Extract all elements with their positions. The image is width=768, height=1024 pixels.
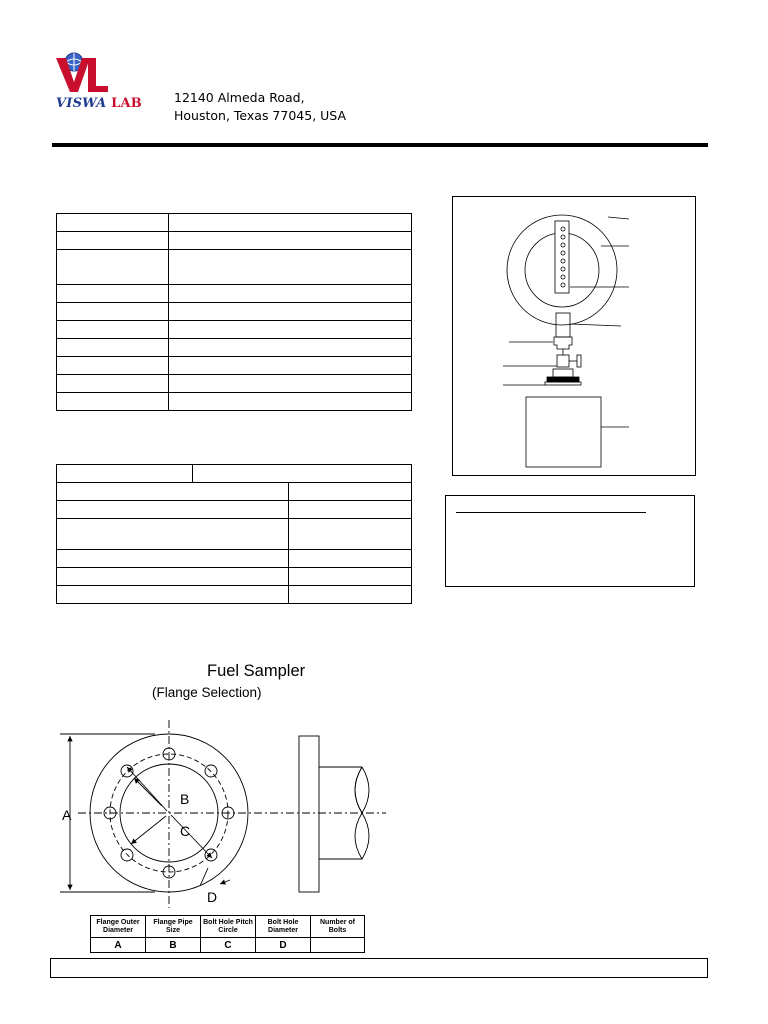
sampler-diagram-frame	[452, 196, 696, 476]
note-underline	[456, 512, 646, 513]
table-row	[57, 232, 412, 250]
flange-drawing	[50, 712, 390, 912]
fuel-sampler-title: Fuel Sampler	[207, 662, 306, 680]
table-header-row	[91, 916, 365, 938]
flange-selection-table	[90, 915, 365, 953]
summary-table	[56, 482, 412, 604]
table-row	[57, 250, 412, 285]
table-row	[57, 214, 412, 232]
letter-cell-empty	[311, 938, 365, 953]
col-header-bolt-hole-diameter: Bolt Hole Diameter	[256, 916, 311, 938]
table-row	[57, 568, 412, 586]
note-box	[445, 495, 695, 587]
dim-label-c: C	[180, 823, 191, 839]
table-row	[57, 465, 412, 483]
table-row	[57, 483, 412, 501]
letter-cell-b: B	[146, 938, 201, 953]
dim-label-b: B	[180, 791, 190, 807]
table-row	[57, 375, 412, 393]
letter-cell-a: A	[91, 938, 146, 953]
col-header-bolt-hole-pitch-circle: Bolt Hole Pitch Circle	[201, 916, 256, 938]
table-row	[57, 303, 412, 321]
col-header-flange-pipe-size: Flange Pipe Size	[146, 916, 201, 938]
footer-box	[50, 958, 708, 978]
table-row	[57, 357, 412, 375]
header-rule	[52, 143, 708, 147]
table-row	[57, 339, 412, 357]
letter-cell-d: D	[256, 938, 311, 953]
table-row	[57, 519, 412, 550]
dim-label-d: D	[207, 889, 218, 905]
table-row	[57, 550, 412, 568]
logo-wordmark: VISWA LAB	[56, 96, 142, 111]
col-header-flange-outer-diameter: Flange Outer Diameter	[91, 916, 146, 938]
address-line-1: 12140 Almeda Road,	[174, 90, 305, 105]
table-row	[57, 393, 412, 411]
summary-header-table	[56, 464, 412, 483]
address-line-2: Houston, Texas 77045, USA	[174, 108, 347, 123]
col-header-number-of-bolts: Number of Bolts	[311, 916, 365, 938]
sampler-assembly-diagram	[453, 197, 695, 475]
table-row	[57, 321, 412, 339]
letter-cell-c: C	[201, 938, 256, 953]
table-row	[57, 285, 412, 303]
details-table	[56, 213, 412, 411]
table-row	[57, 586, 412, 604]
address-block	[174, 89, 346, 125]
fuel-sampler-subtitle: (Flange Selection)	[152, 685, 262, 700]
table-row	[91, 938, 365, 953]
dim-label-a: A	[62, 807, 72, 823]
table-row	[57, 501, 412, 519]
